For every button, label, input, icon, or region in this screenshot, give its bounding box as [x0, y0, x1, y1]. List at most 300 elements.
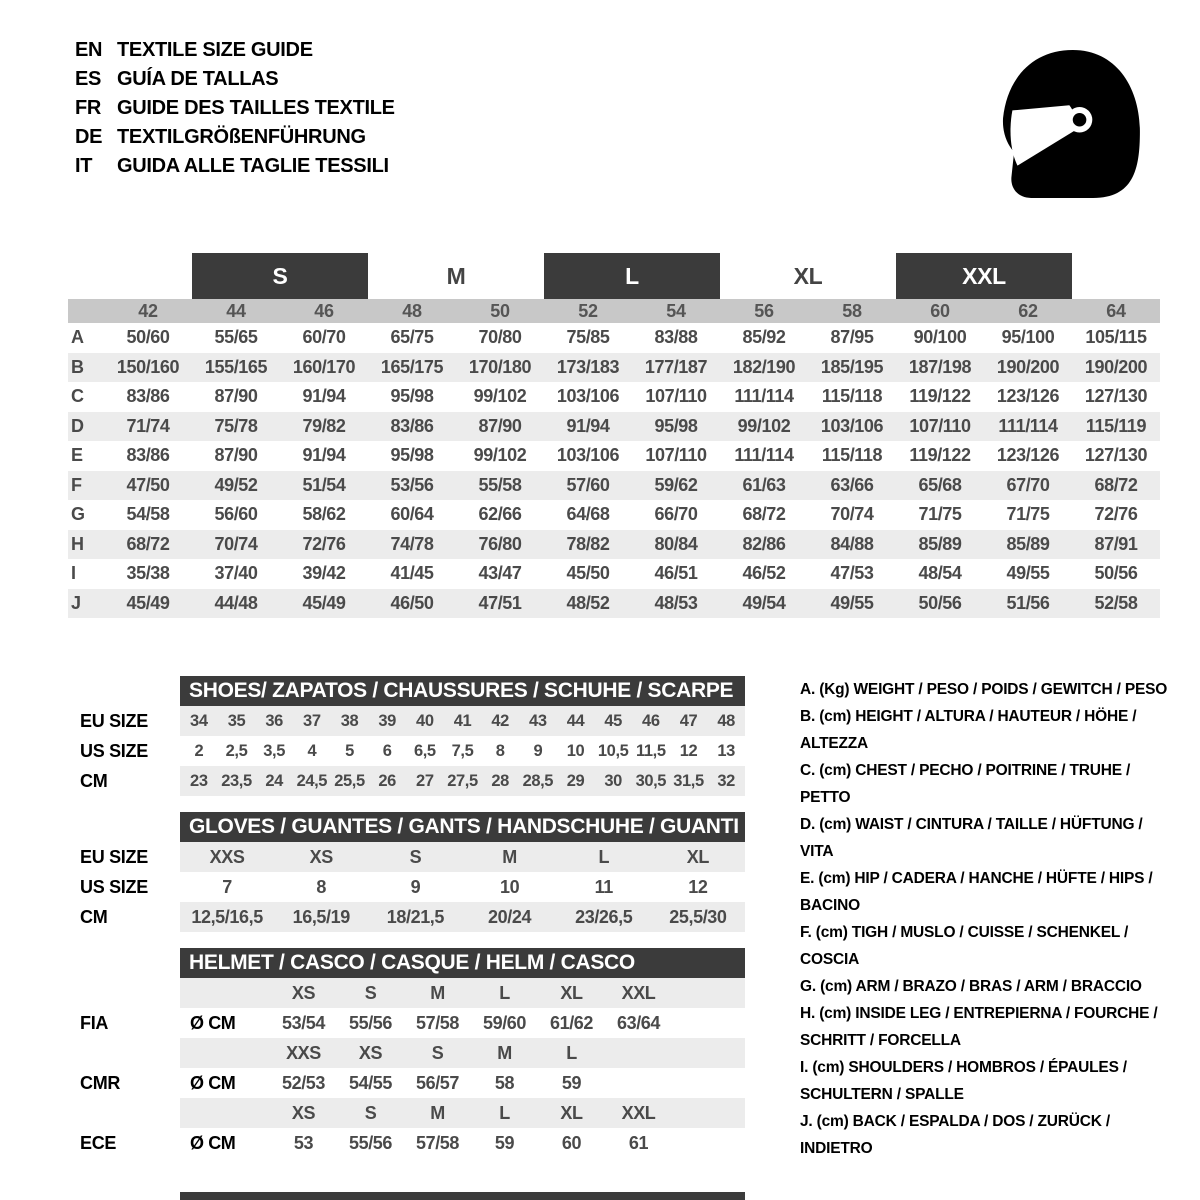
- size-cell: 84/88: [830, 533, 874, 554]
- table-row: [80, 706, 745, 736]
- size-column-header: 44: [226, 300, 246, 321]
- row-cells: [180, 766, 745, 796]
- row-cells: [180, 1008, 745, 1038]
- size-cell: 55/65: [214, 327, 258, 348]
- table-cell: 24,5: [296, 771, 328, 790]
- table-cell: 20/24: [488, 906, 532, 927]
- row-label: FIA: [80, 1012, 109, 1033]
- table-cell: S: [364, 982, 377, 1003]
- table-cell: 47: [679, 711, 698, 730]
- row-label: CM: [80, 770, 108, 791]
- legend-item: B. (cm) HEIGHT / ALTURA / HAUTEUR / HÖHE / ALTEZZA: [800, 708, 1137, 752]
- size-cell: 65/75: [390, 327, 434, 348]
- size-cell: 87/90: [214, 445, 258, 466]
- size-cell: 190/200: [996, 356, 1060, 377]
- shoes-title-bar: SHOES/ ZAPATOS / CHAUSSURES / SCHUHE / SCARPE: [180, 676, 745, 706]
- row-values: [104, 327, 1160, 348]
- size-cell: 185/195: [820, 356, 884, 377]
- size-cell: 78/82: [566, 533, 610, 554]
- row-label: EU SIZE: [80, 846, 148, 867]
- table-cell: 25,5/30: [669, 906, 727, 927]
- size-cell: 95/98: [390, 445, 434, 466]
- size-cell: 50/60: [126, 327, 170, 348]
- size-cell: 57/60: [566, 474, 610, 495]
- table-cell: M: [497, 1042, 512, 1063]
- table-row: [80, 766, 745, 796]
- size-cell: 48/53: [654, 592, 698, 613]
- table-row: [80, 872, 745, 902]
- size-cell: 56/60: [214, 504, 258, 525]
- language-row: [75, 65, 395, 94]
- row-label: CM: [80, 906, 108, 927]
- table-row: [80, 902, 745, 932]
- row-cells: [180, 1068, 745, 1098]
- row-values: [104, 593, 1160, 614]
- size-cell: 85/89: [918, 533, 962, 554]
- size-cell: 61/63: [742, 474, 786, 495]
- table-cell: 11: [594, 876, 613, 897]
- size-cell: 75/85: [566, 327, 610, 348]
- size-band-row: [68, 253, 1160, 299]
- gloves-title-bar: GLOVES / GUANTES / GANTS / HANDSCHUHE / GUANTI: [180, 812, 745, 842]
- helmet-title-bar: HELMET / CASCO / CASQUE / HELM / CASCO: [180, 948, 745, 978]
- racing-helmet-icon: [975, 38, 1145, 210]
- size-cell: 103/106: [820, 415, 884, 436]
- table-cell: XS: [309, 846, 333, 867]
- row-cells: [180, 706, 745, 736]
- size-cell: 95/98: [390, 386, 434, 407]
- size-cell: 71/75: [1006, 504, 1050, 525]
- language-list: [75, 36, 395, 181]
- gloves-table: [80, 842, 745, 932]
- size-cell: 49/52: [214, 474, 258, 495]
- legend-item: E. (cm) HIP / CADERA / HANCHE / HÜFTE / HIPS / BACINO: [800, 870, 1153, 914]
- row-values: [104, 504, 1160, 525]
- shoes-section: [80, 676, 745, 796]
- size-cell: 127/130: [1084, 386, 1148, 407]
- table-cell: 4: [307, 741, 317, 760]
- table-cell: L: [499, 982, 510, 1003]
- size-table-row: [68, 589, 1160, 619]
- row-values: [104, 416, 1160, 437]
- size-cell: 67/70: [1006, 474, 1050, 495]
- size-column-header: 64: [1106, 300, 1126, 321]
- size-cell: 177/187: [644, 356, 708, 377]
- language-code: DE: [75, 126, 103, 148]
- helmet-table: [80, 978, 745, 1158]
- size-cell: 68/72: [126, 533, 170, 554]
- size-cell: 91/94: [302, 386, 346, 407]
- size-cell: 99/102: [737, 415, 791, 436]
- row-letter: A: [71, 327, 84, 348]
- size-cell: 47/53: [830, 563, 874, 584]
- size-cell: 45/49: [126, 592, 170, 613]
- size-cell: 37/40: [214, 563, 258, 584]
- size-cell: 74/78: [390, 533, 434, 554]
- size-cell: 85/89: [1006, 533, 1050, 554]
- size-cell: 70/74: [214, 533, 258, 554]
- size-column-header: 60: [930, 300, 950, 321]
- size-cell: 90/100: [913, 327, 967, 348]
- size-band-cell: L: [544, 253, 720, 299]
- size-cell: 46/51: [654, 563, 698, 584]
- language-row: [75, 152, 395, 181]
- row-label: US SIZE: [80, 876, 148, 897]
- size-cell: 115/118: [821, 386, 883, 407]
- gloves-section: [80, 812, 745, 932]
- table-cell: 2,5: [225, 741, 248, 760]
- row-cells: [180, 842, 745, 872]
- cropped-section-bar: [180, 1192, 745, 1200]
- language-code: FR: [75, 97, 102, 119]
- size-cell: 95/100: [1001, 327, 1055, 348]
- table-cell: 55/56: [348, 1132, 393, 1153]
- row-label: [80, 978, 180, 1008]
- row-label: CMR: [80, 1072, 121, 1093]
- size-cell: 60/64: [390, 504, 434, 525]
- language-row: [75, 36, 395, 65]
- language-title: TEXTILE SIZE GUIDE: [117, 39, 313, 61]
- row-values: [104, 445, 1160, 466]
- table-cell: 39: [378, 711, 396, 730]
- helmet-section: [80, 948, 745, 1158]
- size-cell: 160/170: [292, 356, 356, 377]
- size-band-cell: XL: [793, 262, 823, 289]
- table-row: [80, 1068, 745, 1098]
- size-cell: 119/122: [909, 445, 971, 466]
- language-row: [75, 123, 395, 152]
- table-row: [80, 1008, 745, 1038]
- size-cell: 105/115: [1085, 327, 1147, 348]
- table-cell: 32: [717, 771, 735, 790]
- size-table-row: [68, 382, 1160, 412]
- table-cell: 3,5: [263, 741, 286, 760]
- size-cell: 54/58: [126, 504, 170, 525]
- table-cell: 34: [190, 711, 208, 730]
- language-code: ES: [75, 68, 102, 90]
- table-cell: 2: [194, 741, 204, 760]
- table-cell: 13: [717, 741, 735, 760]
- row-cells: [180, 1098, 745, 1128]
- size-cell: 83/86: [390, 415, 434, 436]
- size-cell: 87/90: [478, 415, 522, 436]
- legend-item: I. (cm) SHOULDERS / HOMBROS / ÉPAULES / SCHULTERN / SPALLE: [800, 1059, 1127, 1103]
- table-cell: 59: [561, 1072, 582, 1093]
- language-title: GUIDA ALLE TAGLIE TESSILI: [117, 155, 389, 177]
- table-cell: XL: [560, 1102, 583, 1123]
- size-column-header: 50: [490, 300, 510, 321]
- size-cell: 50/56: [918, 592, 962, 613]
- table-cell: 6,5: [413, 741, 436, 760]
- table-row: [80, 978, 745, 1008]
- table-cell: 42: [491, 711, 509, 730]
- size-cell: 107/110: [645, 445, 707, 466]
- size-cell: 41/45: [390, 563, 434, 584]
- legend-item: J. (cm) BACK / ESPALDA / DOS / ZURÜCK / INDIETRO: [800, 1113, 1110, 1157]
- size-cell: 115/119: [1085, 415, 1147, 436]
- language-code: IT: [75, 155, 93, 177]
- size-cell: 123/126: [996, 386, 1060, 407]
- table-cell: S: [431, 1042, 444, 1063]
- size-column-header: 58: [842, 300, 862, 321]
- row-letter: I: [71, 563, 77, 584]
- size-cell: 91/94: [302, 445, 346, 466]
- size-cell: 76/80: [478, 533, 522, 554]
- table-cell: M: [430, 1102, 445, 1123]
- size-cell: 53/56: [390, 474, 434, 495]
- size-table-row: [68, 559, 1160, 589]
- size-cell: 66/70: [654, 504, 698, 525]
- table-cell: 5: [345, 741, 354, 760]
- table-cell: 24: [265, 771, 283, 790]
- size-cell: 45/49: [302, 592, 346, 613]
- table-cell: XXS: [286, 1042, 321, 1063]
- size-table-row: [68, 323, 1160, 353]
- table-cell: L: [598, 846, 610, 867]
- size-table-row: [68, 353, 1160, 383]
- table-cell: 28: [491, 771, 509, 790]
- size-cell: 47/51: [478, 592, 522, 613]
- size-cell: 83/86: [126, 445, 170, 466]
- size-table-row: [68, 441, 1160, 471]
- size-band-cell: S: [192, 253, 368, 299]
- size-cell: 111/114: [734, 386, 794, 407]
- size-cell: 50/56: [1094, 563, 1138, 584]
- size-cell: 85/92: [742, 327, 786, 348]
- size-cell: 107/110: [645, 386, 707, 407]
- size-cell: 48/54: [918, 563, 962, 584]
- table-cell: XXL: [621, 1102, 656, 1123]
- table-cell: 59/60: [482, 1012, 527, 1033]
- size-table-row: [68, 471, 1160, 501]
- size-cell: 107/110: [909, 415, 971, 436]
- table-cell: 45: [604, 711, 622, 730]
- table-cell: 38: [340, 711, 359, 730]
- table-cell: S: [409, 846, 422, 867]
- size-cell: 83/88: [654, 327, 698, 348]
- table-cell: 60: [561, 1132, 582, 1153]
- table-cell: XL: [686, 846, 709, 867]
- size-cell: 45/50: [566, 563, 610, 584]
- size-cell: 51/54: [302, 474, 346, 495]
- table-cell: 9: [533, 741, 543, 760]
- size-cell: 95/98: [654, 415, 698, 436]
- row-cells: [180, 872, 745, 902]
- table-cell: M: [430, 982, 445, 1003]
- table-cell: 30,5: [635, 771, 667, 790]
- language-title: GUÍA DE TALLAS: [117, 68, 279, 90]
- size-cell: 72/76: [302, 533, 346, 554]
- row-values: [104, 563, 1160, 584]
- table-cell: 52/53: [281, 1072, 326, 1093]
- size-cell: 187/198: [908, 356, 972, 377]
- table-cell: 12: [688, 876, 708, 897]
- size-column-header: 42: [138, 300, 158, 321]
- size-cell: 59/62: [654, 474, 698, 495]
- size-cell: 60/70: [302, 327, 346, 348]
- table-cell: 41: [453, 711, 472, 730]
- table-cell: 8: [316, 876, 327, 897]
- size-cell: 65/68: [918, 474, 962, 495]
- table-cell: 46: [642, 711, 660, 730]
- table-cell: 40: [416, 711, 434, 730]
- table-cell: 29: [566, 771, 585, 790]
- table-cell: L: [566, 1042, 577, 1063]
- size-cell: 72/76: [1094, 504, 1138, 525]
- size-band-cell: XXL: [896, 253, 1072, 299]
- table-cell: 35: [227, 711, 246, 730]
- table-cell: XS: [291, 982, 316, 1003]
- table-cell: 23: [190, 771, 208, 790]
- size-cell: 190/200: [1084, 356, 1148, 377]
- size-cell: 44/48: [214, 592, 258, 613]
- size-cell: 87/90: [214, 386, 258, 407]
- legend-item: F. (cm) TIGH / MUSLO / CUISSE / SCHENKEL / COSCIA: [800, 924, 1129, 968]
- table-cell: 61: [628, 1132, 649, 1153]
- table-cell: 28,5: [522, 771, 554, 790]
- size-cell: 123/126: [996, 445, 1060, 466]
- size-table-row: [68, 412, 1160, 442]
- table-cell: 54/55: [348, 1072, 393, 1093]
- table-cell: 18/21,5: [386, 906, 445, 927]
- size-cell: 150/160: [116, 356, 180, 377]
- table-cell: 7: [222, 876, 232, 897]
- size-cell: 68/72: [742, 504, 786, 525]
- size-cell: 91/94: [566, 415, 610, 436]
- legend-item: D. (cm) WAIST / CINTURA / TAILLE / HÜFTUNG / VITA: [800, 816, 1143, 860]
- size-table-row: [68, 500, 1160, 530]
- table-cell: 10,5: [597, 741, 629, 760]
- table-cell: 44: [566, 711, 585, 730]
- table-cell: 48: [717, 711, 735, 730]
- table-cell: L: [499, 1102, 510, 1123]
- row-letter: G: [71, 504, 86, 525]
- table-cell: 16,5/19: [292, 906, 350, 927]
- table-cell: XXS: [209, 846, 245, 867]
- row-letter: E: [71, 445, 84, 466]
- row-label: ECE: [80, 1132, 117, 1153]
- size-cell: 35/38: [126, 563, 170, 584]
- table-cell: 8: [495, 741, 505, 760]
- size-column-header: 52: [578, 300, 598, 321]
- table-cell: 7,5: [451, 741, 474, 760]
- row-letter: F: [71, 474, 82, 495]
- table-cell: XL: [560, 982, 583, 1003]
- row-cells: [180, 1128, 745, 1158]
- size-band-cell: M: [446, 262, 466, 289]
- table-cell: 57/58: [415, 1132, 460, 1153]
- table-cell: XXL: [621, 982, 656, 1003]
- table-row: [80, 736, 745, 766]
- table-cell: 23,5: [221, 771, 252, 790]
- table-cell: Ø CM: [190, 1072, 236, 1093]
- size-cell: 111/114: [734, 445, 794, 466]
- size-cell: 87/91: [1094, 533, 1138, 554]
- measurement-legend: [800, 676, 1178, 1162]
- table-cell: 11,5: [636, 741, 666, 760]
- size-cell: 46/52: [742, 563, 786, 584]
- size-cell: 119/122: [909, 386, 971, 407]
- table-cell: 56/57: [415, 1072, 460, 1093]
- table-cell: 12,5/16,5: [191, 906, 263, 927]
- table-row: [80, 1128, 745, 1158]
- language-title: TEXTILGRÖßENFÜHRUNG: [117, 126, 366, 148]
- table-cell: 10: [566, 741, 585, 760]
- row-label: [80, 1098, 180, 1128]
- size-column-header: 56: [754, 300, 774, 321]
- table-cell: 6: [382, 741, 392, 760]
- row-cells: [180, 1038, 745, 1068]
- size-cell: 71/75: [918, 504, 962, 525]
- table-cell: 12: [679, 741, 698, 760]
- size-cell: 115/118: [821, 445, 883, 466]
- size-cell: 75/78: [214, 415, 258, 436]
- table-cell: 23/26,5: [575, 906, 633, 927]
- size-cell: 71/74: [126, 415, 170, 436]
- table-cell: 25,5: [334, 771, 365, 790]
- table-cell: 31,5: [673, 771, 704, 790]
- table-cell: 27: [416, 771, 434, 790]
- table-cell: 53/54: [281, 1012, 326, 1033]
- row-values: [104, 475, 1160, 496]
- size-column-header: 62: [1018, 300, 1038, 321]
- row-letter: D: [71, 415, 84, 436]
- table-row: [80, 842, 745, 872]
- row-cells: [180, 978, 745, 1008]
- size-cell: 64/68: [566, 504, 610, 525]
- table-cell: S: [364, 1102, 377, 1123]
- table-cell: 43: [529, 711, 547, 730]
- table-cell: 57/58: [415, 1012, 460, 1033]
- table-cell: 61/62: [549, 1012, 594, 1033]
- shoes-table: [80, 706, 745, 796]
- size-cell: 49/54: [742, 592, 786, 613]
- size-column-header-row: [68, 299, 1160, 323]
- size-cell: 43/47: [478, 563, 522, 584]
- row-values: [104, 357, 1160, 378]
- row-values: [104, 386, 1160, 407]
- table-cell: Ø CM: [190, 1132, 236, 1153]
- table-cell: M: [502, 846, 517, 867]
- table-cell: 58: [494, 1072, 515, 1093]
- table-cell: 63/64: [616, 1012, 661, 1033]
- row-letter: B: [71, 356, 84, 377]
- size-cell: 111/114: [998, 415, 1058, 436]
- row-letter: J: [71, 592, 82, 613]
- table-cell: 53: [293, 1132, 314, 1153]
- size-cell: 99/102: [473, 386, 527, 407]
- size-cell: 70/74: [830, 504, 874, 525]
- legend-item: H. (cm) INSIDE LEG / ENTREPIERNA / FOURCHE / SCHRITT / FORCELLA: [800, 1005, 1158, 1049]
- table-cell: 26: [378, 771, 396, 790]
- size-cell: 51/56: [1006, 592, 1050, 613]
- language-title: GUIDE DES TAILLES TEXTILE: [117, 97, 395, 119]
- table-cell: Ø CM: [190, 1012, 236, 1033]
- table-cell: 10: [499, 876, 520, 897]
- size-cell: 58/62: [302, 504, 346, 525]
- size-cell: 99/102: [473, 445, 527, 466]
- size-cell: 80/84: [654, 533, 698, 554]
- size-cell: 82/86: [742, 533, 786, 554]
- size-cell: 52/58: [1094, 592, 1138, 613]
- table-row: [80, 1038, 745, 1068]
- row-label: US SIZE: [80, 740, 148, 761]
- size-column-header: 48: [402, 300, 422, 321]
- size-cell: 79/82: [302, 415, 346, 436]
- table-row: [80, 1098, 745, 1128]
- garment-size-table: [68, 253, 1160, 618]
- size-cell: 182/190: [732, 356, 796, 377]
